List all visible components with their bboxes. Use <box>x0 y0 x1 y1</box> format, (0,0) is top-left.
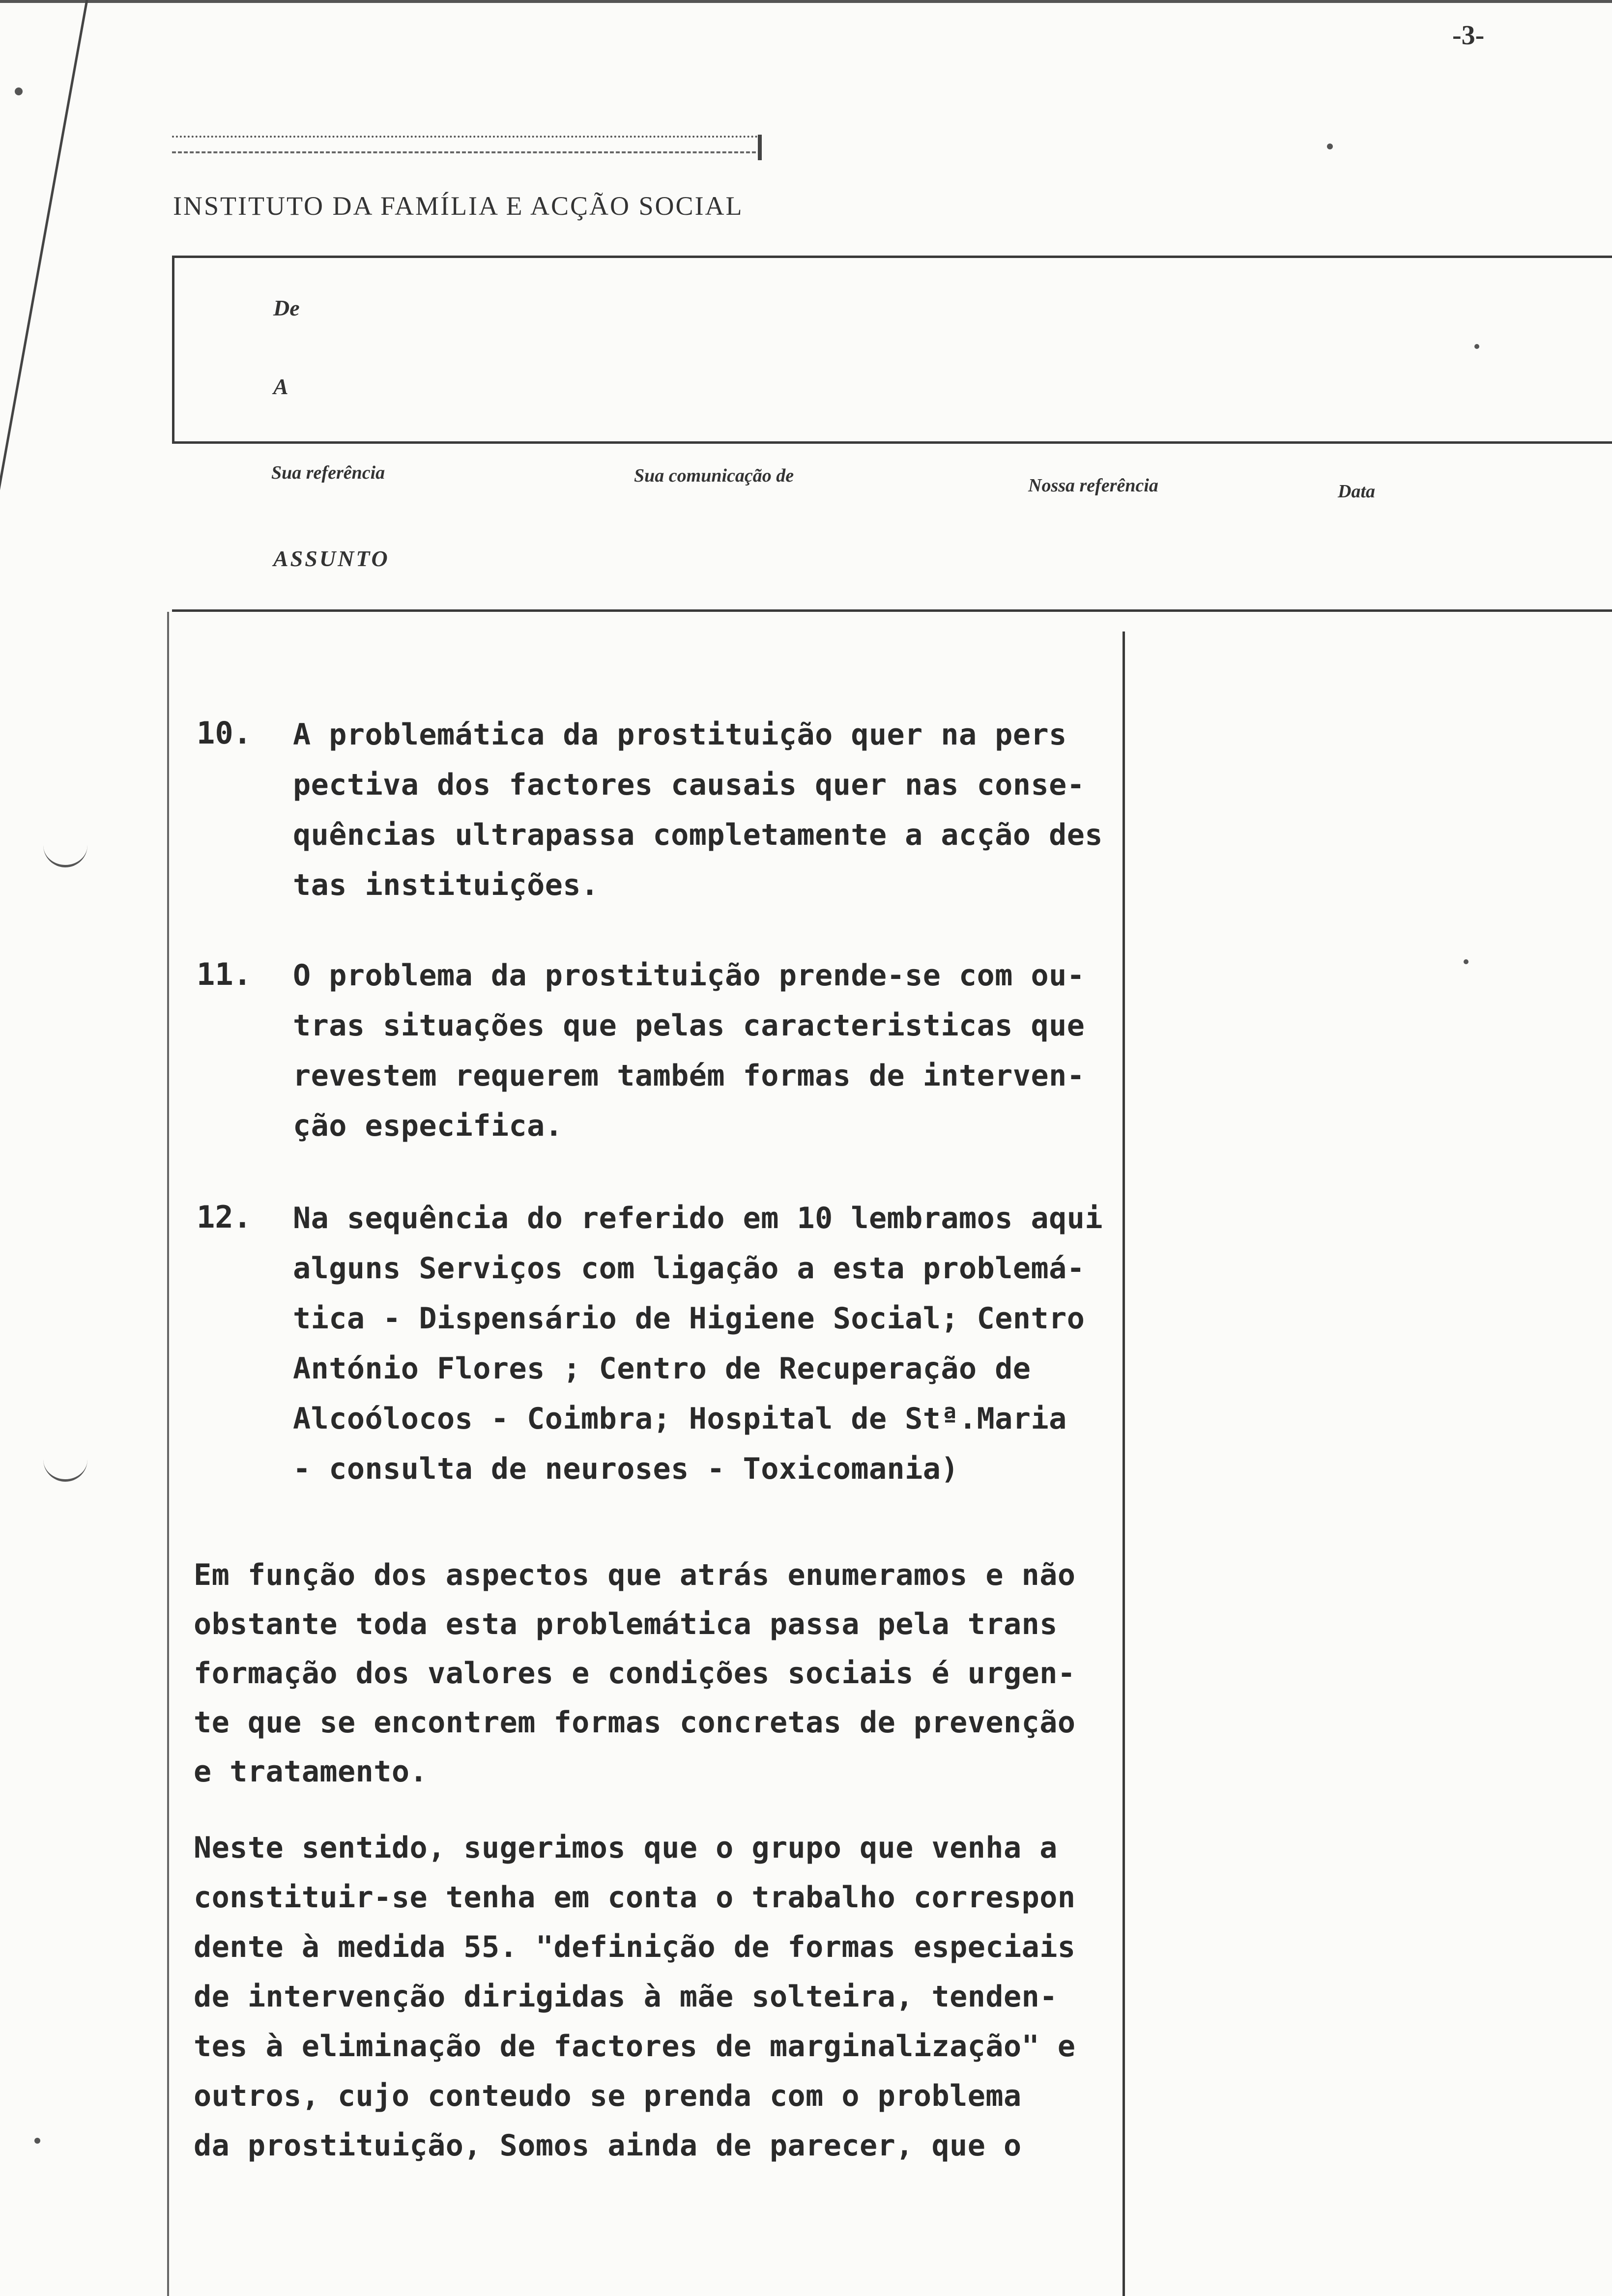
paragraph-line: e tratamento. <box>194 1754 428 1789</box>
top-edge-line <box>0 0 1612 3</box>
item-line: revestem requerem também formas de interven- <box>293 1059 1085 1093</box>
subject-label: ASSUNTO <box>273 546 390 571</box>
item-line: alguns Serviços com ligação a esta problemá- <box>293 1251 1085 1286</box>
paragraph-line: Em função dos aspectos que atrás enumeramos e não <box>194 1558 1076 1592</box>
paragraph-line: da prostituição, Somos ainda de parecer, que o <box>194 2128 1022 2163</box>
punch-hole-arc <box>43 1445 87 1482</box>
scan-speck <box>1474 344 1479 349</box>
header-box-top-rule <box>172 256 1612 258</box>
scan-speck <box>34 2138 40 2144</box>
item-line: tras situações que pelas caracteristicas que <box>293 1008 1085 1043</box>
body-right-rule <box>1123 631 1125 2296</box>
item-number: 10. <box>197 715 252 751</box>
paragraph-line: te que se encontrem formas concretas de prevenção <box>194 1705 1076 1740</box>
our-reference-label: Nossa referência <box>1028 475 1158 496</box>
paragraph-line: constituir-se tenha em conta o trabalho correspon <box>194 1880 1076 1915</box>
paragraph-line: outros, cujo conteudo se prenda com o problema <box>194 2079 1022 2113</box>
item-line: Na sequência do referido em 10 lembramos aqui <box>293 1201 1103 1235</box>
page-number: -3- <box>1452 20 1485 51</box>
subject-bottom-rule <box>172 609 1612 612</box>
left-diagonal-edge <box>0 0 90 726</box>
paragraph-line: formação dos valores e condições sociais é urgen- <box>194 1656 1076 1691</box>
date-label: Data <box>1338 481 1375 502</box>
item-line: ção especifica. <box>293 1109 563 1143</box>
item-line: tica - Dispensário de Higiene Social; Centro <box>293 1301 1085 1336</box>
your-reference-label: Sua referência <box>271 462 385 483</box>
scan-speck <box>15 87 23 95</box>
your-communication-label: Sua comunicação de <box>634 465 794 486</box>
from-label: De <box>273 295 300 320</box>
body-left-rule <box>167 612 169 2296</box>
item-number: 11. <box>197 956 252 992</box>
to-label: A <box>273 374 288 399</box>
item-line: quências ultrapassa completamente a acção des <box>293 818 1103 852</box>
item-line: António Flores ; Centro de Recuperação de <box>293 1351 1031 1386</box>
item-line: O problema da prostituição prende-se com ou- <box>293 958 1085 993</box>
paragraph-line: dente à medida 55. "definição de formas especiais <box>194 1930 1076 1964</box>
letterhead-stamp-band <box>172 132 762 162</box>
item-line: tas instituições. <box>293 868 599 902</box>
item-number: 12. <box>197 1199 252 1235</box>
header-box-left-rule <box>172 256 174 442</box>
paragraph-line: tes à eliminação de factores de marginalização" e <box>194 2029 1076 2064</box>
paragraph-line: Neste sentido, sugerimos que o grupo que venha a <box>194 1831 1058 1865</box>
scan-speck <box>1464 959 1468 964</box>
item-line: Alcoólocos - Coimbra; Hospital de Stª.Maria <box>293 1402 1067 1436</box>
institution-name: INSTITUTO DA FAMÍLIA E ACÇÃO SOCIAL <box>173 191 744 221</box>
item-line: A problemática da prostituição quer na pers <box>293 718 1067 752</box>
item-line: pectiva dos factores causais quer nas conse- <box>293 768 1085 802</box>
header-box-bottom-rule <box>172 441 1612 444</box>
paragraph-line: de intervenção dirigidas à mãe solteira, tenden- <box>194 1980 1058 2014</box>
item-line: - consulta de neuroses - Toxicomania) <box>293 1452 959 1486</box>
paragraph-line: obstante toda esta problemática passa pela trans <box>194 1607 1058 1641</box>
punch-hole-arc <box>43 831 87 867</box>
scan-speck <box>1327 144 1333 149</box>
